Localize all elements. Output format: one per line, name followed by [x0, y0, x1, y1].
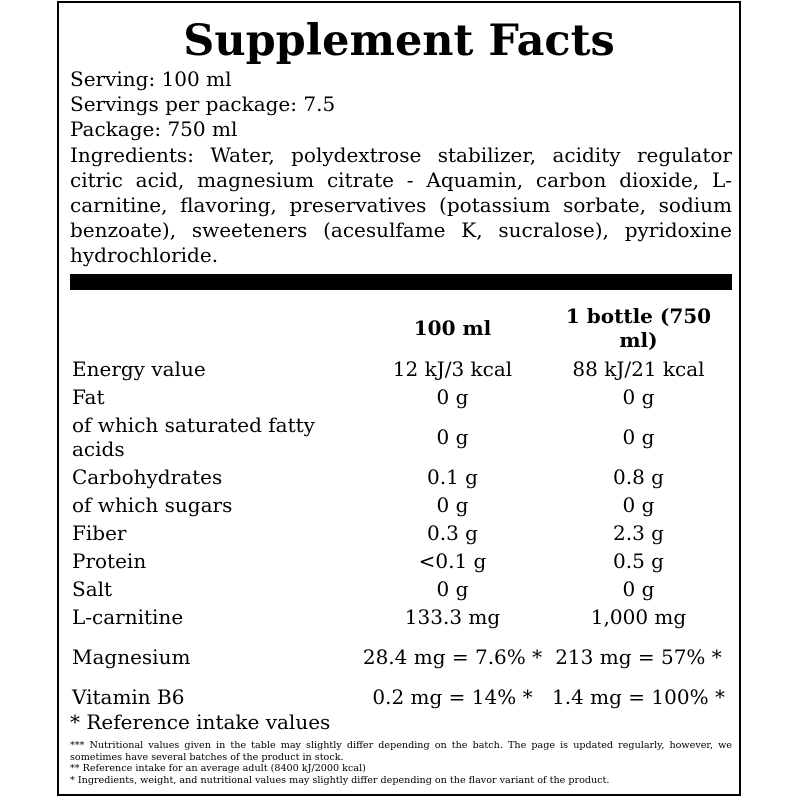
nutrient-name: Magnesium	[72, 645, 191, 669]
footnote-reference-intake: ** Reference intake for an average adult (8400 kJ/2000 kcal)	[70, 763, 366, 775]
table-row	[70, 411, 732, 463]
value-per-bottle: 0 g	[622, 493, 655, 517]
value-per-100ml: 0 g	[436, 493, 469, 517]
nutrient-name: of which sugars	[72, 493, 233, 517]
nutrient-name: of which saturated fatty acids	[72, 413, 315, 461]
nutrient-name: Protein	[72, 549, 147, 573]
footnote-batch: *** Nutritional values given in the table may slightly differ depending on the batch. The page is updated regularly, however, we sometimes have several batches of the product in stock.	[70, 740, 732, 763]
value-per-bottle: 2.3 g	[613, 521, 664, 545]
value-per-100ml: 0.2 mg = 14% *	[372, 685, 533, 709]
table-row	[70, 683, 732, 711]
table-row	[70, 491, 732, 519]
table-row	[70, 575, 732, 603]
value-per-bottle: 0 g	[622, 577, 655, 601]
column-header-per-100ml: 100 ml	[413, 316, 492, 340]
column-header-nutrient	[70, 301, 360, 355]
value-per-100ml: 0 g	[436, 385, 469, 409]
value-per-bottle: 0 g	[622, 385, 655, 409]
table-row	[70, 547, 732, 575]
nutrient-name: L-carnitine	[72, 605, 184, 629]
value-per-100ml: 0.3 g	[427, 521, 478, 545]
table-row	[70, 603, 732, 631]
serving-size: Serving: 100 ml	[70, 67, 232, 91]
reference-intake-note: * Reference intake values	[70, 710, 331, 734]
nutrient-name: Energy value	[72, 357, 206, 381]
supplement-facts-panel	[57, 1, 741, 796]
value-per-100ml: 0.1 g	[427, 465, 478, 489]
value-per-100ml: 12 kJ/3 kcal	[392, 357, 513, 381]
page-title: Supplement Facts	[183, 16, 615, 66]
nutrition-table	[70, 301, 732, 711]
nutrient-name: Carbohydrates	[72, 465, 223, 489]
value-per-100ml: 0 g	[436, 425, 469, 449]
table-header-row	[70, 301, 732, 355]
nutrient-name: Fiber	[72, 521, 127, 545]
value-per-bottle: 213 mg = 57% *	[555, 645, 722, 669]
value-per-bottle: 1.4 mg = 100% *	[552, 685, 725, 709]
value-per-bottle: 88 kJ/21 kcal	[572, 357, 705, 381]
table-row	[70, 383, 732, 411]
thick-divider	[70, 274, 732, 290]
table-row	[70, 463, 732, 491]
footnotes	[70, 740, 732, 786]
value-per-100ml: 133.3 mg	[404, 605, 501, 629]
nutrient-name: Fat	[72, 385, 105, 409]
table-row	[70, 519, 732, 547]
value-per-100ml: <0.1 g	[418, 549, 487, 573]
value-per-100ml: 0 g	[436, 577, 469, 601]
value-per-bottle: 1,000 mg	[590, 605, 687, 629]
value-per-bottle: 0.8 g	[613, 465, 664, 489]
value-per-bottle: 0.5 g	[613, 549, 664, 573]
nutrient-name: Salt	[72, 577, 113, 601]
nutrient-name: Vitamin B6	[72, 685, 185, 709]
table-row	[70, 631, 732, 683]
value-per-100ml: 28.4 mg = 7.6% *	[362, 645, 543, 669]
value-per-bottle: 0 g	[622, 425, 655, 449]
servings-per-package: Servings per package: 7.5	[70, 92, 336, 117]
footnote-flavor-variant: * Ingredients, weight, and nutritional values may slightly differ depending on the flavor variant of the product.	[70, 774, 610, 786]
column-header-per-bottle: 1 bottle (750 ml)	[565, 304, 712, 352]
ingredients-list: Ingredients: Water, polydextrose stabilizer, acidity regulator citric acid, magnesium citrate - Aquamin, carbon dioxide, L-carnitine, flavoring, preservatives (potassium sorbate, sodium benzoate), sweeteners (acesulfame K, sucralose), pyridoxine hydrochloride.	[70, 142, 732, 268]
product-info	[70, 67, 732, 269]
table-row	[70, 355, 732, 383]
package-size: Package: 750 ml	[70, 117, 238, 142]
